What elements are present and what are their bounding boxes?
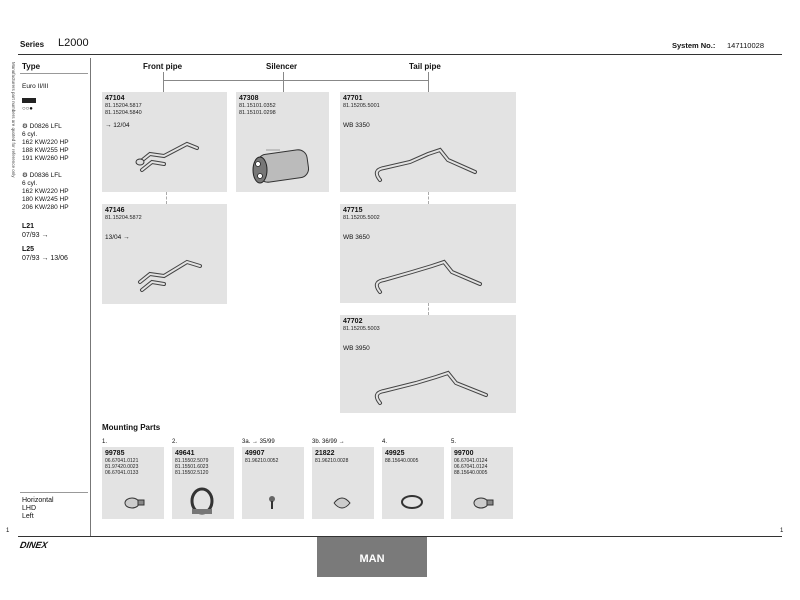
oem-refs	[245, 458, 278, 464]
engine2-block	[22, 172, 69, 212]
oem-ref: 81.15502.5120	[175, 470, 209, 476]
oem-ref: 81.96210.0052	[245, 458, 279, 464]
mounting-part-card[interactable]	[242, 447, 304, 519]
connector	[428, 72, 429, 92]
part-card[interactable]	[340, 315, 516, 413]
wheelbase: WB 3650	[343, 234, 370, 241]
connector	[428, 303, 429, 315]
oem-ref: 81.96210.0028	[315, 458, 349, 464]
mounting-item-label: 3b. 36/99 →	[312, 439, 345, 445]
oem-ref: 88.15640.0005	[385, 458, 419, 464]
part-number: 47715	[343, 207, 363, 214]
tail-pipe-header: Tail pipe	[409, 62, 441, 71]
oem-ref: 81.15204.5872	[105, 215, 142, 221]
oem-refs	[454, 458, 487, 476]
engine-icon: ⚙	[22, 172, 28, 179]
series-value: L2000	[58, 37, 89, 49]
part-number: 47146	[105, 207, 125, 214]
engine1-block	[22, 123, 69, 163]
oem-ref: 81.15502.5079	[175, 458, 209, 464]
brand-tab-label: MAN	[359, 553, 385, 565]
part-number: 49907	[245, 450, 265, 457]
date-note: 13/04 →	[105, 234, 130, 241]
system-value: 147110028	[727, 41, 764, 50]
part-number: 49641	[175, 450, 195, 457]
connector	[283, 72, 284, 92]
mounting-item-label: 2.	[172, 439, 178, 445]
oem-ref: 06.67041.0121	[105, 458, 139, 464]
engine2-power: 162 KW/220 HP	[22, 188, 69, 195]
oem-ref: 81.15205.5001	[343, 103, 380, 109]
engine2-power: 206 KW/280 HP	[22, 204, 69, 211]
oem-ref: 06.67041.0133	[105, 470, 139, 476]
wheel-config-icon: ○○●	[22, 106, 33, 112]
type-rule	[20, 73, 88, 74]
type-title: Type	[22, 62, 41, 71]
mounting-part-card[interactable]	[172, 447, 234, 519]
part-number: 49925	[385, 450, 405, 457]
engine1-name: D0826 LFL	[29, 123, 62, 130]
oem-ref: 81.15204.5840	[105, 109, 142, 116]
oem-ref: 81.15205.5003	[343, 326, 380, 332]
series-label: Series	[20, 40, 45, 49]
oem-refs	[385, 458, 418, 464]
page-number-left: 1	[6, 528, 10, 534]
part-number: 99700	[454, 450, 474, 457]
orientation-block	[22, 497, 54, 521]
engine1-cyl: 6 cyl.	[22, 131, 38, 138]
oem-ref: 81.15101.0298	[239, 109, 276, 116]
wheelbase: WB 3950	[343, 345, 370, 352]
side-note: Manufacturers part numbers are quoted for reference only	[11, 62, 16, 178]
mounting-part-card[interactable]	[102, 447, 164, 519]
engine1-power: 188 KW/255 HP	[22, 147, 69, 154]
oem-ref: 06.67041.0124	[454, 458, 488, 464]
connector	[163, 80, 429, 81]
mounting-part-card[interactable]	[451, 447, 513, 519]
part-card[interactable]	[340, 204, 516, 303]
l25-block	[22, 245, 68, 263]
wheelbase: WB 3350	[343, 122, 370, 129]
oem-refs	[105, 458, 138, 476]
brand-tab[interactable]	[317, 537, 427, 577]
part-number: 47308	[239, 95, 259, 102]
part-card[interactable]	[102, 204, 227, 304]
mounting-item-label: 1.	[102, 439, 108, 445]
connector	[163, 72, 164, 92]
l21-block	[22, 222, 48, 240]
connector	[428, 192, 429, 204]
engine2-name: D0836 LFL	[29, 172, 62, 179]
oem-refs	[315, 458, 348, 464]
orientation-lhd: LHD	[22, 505, 37, 512]
truck-icon	[22, 98, 36, 103]
oem-ref: 81.15204.5817	[105, 103, 142, 109]
front-pipe-header: Front pipe	[143, 62, 183, 71]
part-number: 47702	[343, 318, 363, 325]
part-card[interactable]	[236, 92, 329, 192]
mounting-part-card[interactable]	[312, 447, 374, 519]
system-label: System No.:	[672, 41, 716, 50]
mounting-item-label: 3a. → 35/99	[242, 439, 275, 445]
type-divider	[90, 58, 91, 536]
date-note: → 12/04	[105, 122, 130, 129]
tail-pipe-drawing	[340, 315, 516, 413]
oem-refs	[175, 458, 208, 476]
tail-pipe-drawing	[340, 204, 516, 303]
engine2-cyl: 6 cyl.	[22, 180, 38, 187]
engine1-power: 162 KW/220 HP	[22, 139, 69, 146]
l21-date: 07/93 →	[22, 232, 49, 239]
front-pipe-drawing	[102, 204, 227, 304]
euro-text: Euro II/III	[22, 83, 49, 90]
l21-model: L21	[22, 223, 35, 230]
engine1-power: 191 KW/260 HP	[22, 155, 69, 162]
front-pipe-drawing	[102, 92, 227, 192]
mounting-part-card[interactable]	[382, 447, 444, 519]
oem-ref: 81.15501.6023	[175, 464, 209, 470]
part-card[interactable]	[340, 92, 516, 192]
l25-date: 07/93 → 13/06	[22, 255, 68, 262]
oem-ref: 88.15640.0005	[454, 470, 488, 476]
part-number: 99785	[105, 450, 125, 457]
l25-model: L25	[22, 246, 35, 253]
orientation-left: Left	[22, 513, 34, 520]
engine2-power: 180 KW/245 HP	[22, 196, 69, 203]
part-number: 47701	[343, 95, 363, 102]
oem-ref: 06.67041.0124	[454, 464, 488, 470]
page-number-right: 1	[780, 528, 784, 534]
oem-ref: 81.15205.5002	[343, 215, 380, 221]
part-number: 21822	[315, 450, 335, 457]
side-note-wrap	[8, 62, 18, 222]
tail-pipe-drawing	[340, 92, 516, 192]
silencer-header: Silencer	[266, 62, 298, 71]
header-rule	[18, 54, 782, 55]
connector	[166, 192, 167, 204]
engine-icon: ⚙	[22, 123, 28, 130]
silencer-drawing	[236, 92, 329, 192]
oem-ref: 81.97420.0023	[105, 464, 139, 470]
orientation-rule	[20, 492, 88, 493]
dinex-logo: DINEX	[19, 540, 49, 550]
mounting-title: Mounting Parts	[102, 423, 161, 432]
part-card[interactable]	[102, 92, 227, 192]
orientation-horizontal: Horizontal	[22, 497, 54, 504]
oem-ref: 81.15101.0352	[239, 103, 276, 109]
part-number: 47104	[105, 95, 125, 102]
mounting-item-label: 4.	[382, 439, 388, 445]
mounting-item-label: 5.	[451, 439, 457, 445]
